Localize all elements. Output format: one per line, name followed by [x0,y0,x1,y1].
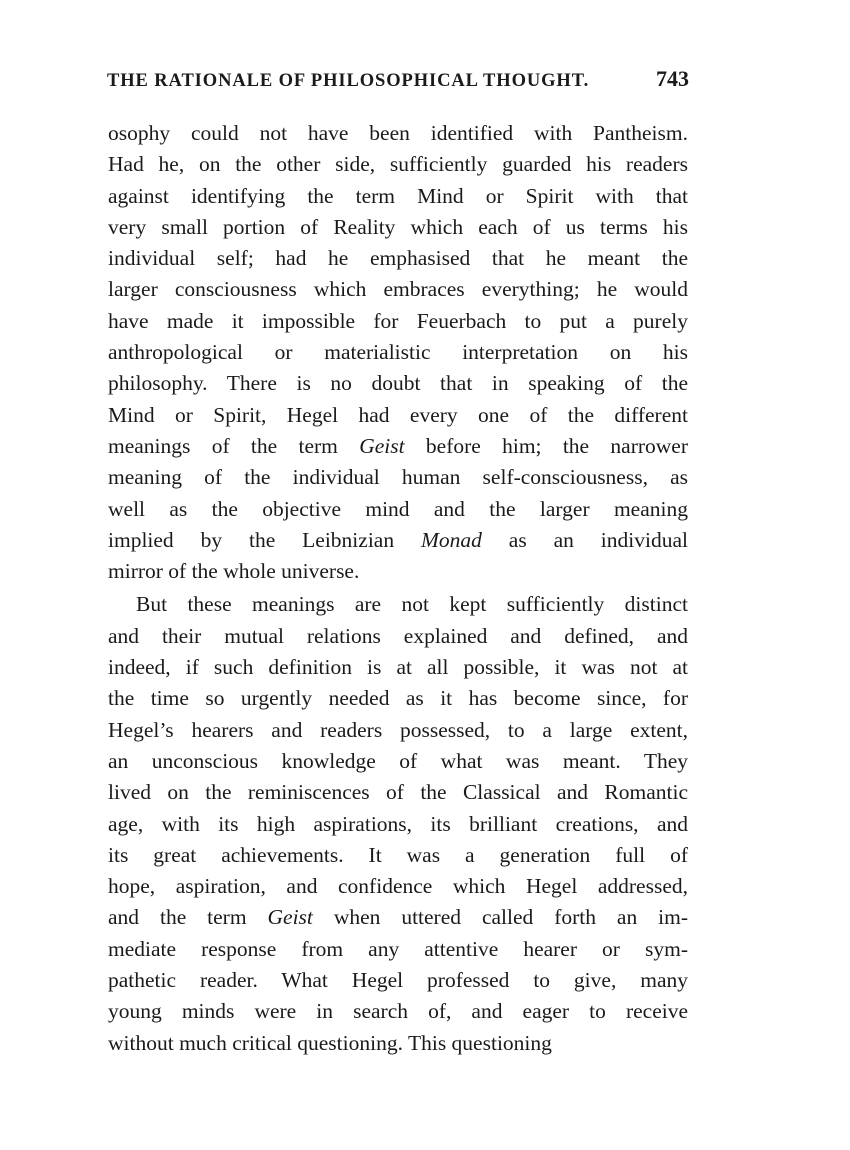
text-segment: against identifying the term Mind or Spirit with that [108,183,688,208]
text-line [108,212,688,243]
page-number: 743 [656,66,689,91]
text-line [108,809,688,840]
text-line [108,715,688,746]
italic-term: Monad [420,527,482,552]
text-line [108,871,688,902]
text-line [108,777,688,808]
text-segment: age, with its high aspirations, its brilliant creations, and [108,811,688,836]
text-segment: philosophy. There is no doubt that in speaking of the [108,371,688,396]
text-line [108,965,688,996]
text-line [108,556,688,587]
text-segment: Hegel’s hearers and readers possessed, to a large extent, [108,717,688,742]
text-line [108,118,688,149]
text-line [108,368,688,399]
text-segment: mirror of the whole universe. [108,559,360,584]
text-segment: osophy could not have been identified with Pantheism. [108,121,688,145]
text-line [108,652,688,683]
text-segment: before him; the narrower [404,433,688,458]
text-segment: individual self; had he emphasised that he meant the [108,246,688,271]
body-text [108,118,688,1059]
text-segment: implied by the Leibnizian [108,527,421,552]
text-segment: without much critical questioning. This questioning [108,1030,552,1055]
text-line [108,525,688,556]
italic-term: Geist [267,905,313,930]
text-segment: hope, aspiration, and confidence which Hegel addressed, [108,874,688,899]
paragraph [108,118,688,587]
text-segment: larger consciousness which embraces everything; he would [108,277,688,302]
text-segment: as an individual [481,527,688,552]
text-segment: very small portion of Reality which each of us terms his [108,214,688,239]
text-segment: But these meanings are not kept sufficiently distinct [136,592,688,617]
text-line [108,337,688,368]
text-segment: meaning of the individual human self-consciousness, as [108,465,688,490]
text-line [108,274,688,305]
text-line [108,589,688,620]
text-line [108,1028,688,1059]
text-line [108,996,688,1027]
text-segment: have made it impossible for Feuerbach to put a purely [108,308,688,333]
text-line [108,840,688,871]
text-segment: mediate response from any attentive hearer or sym- [108,936,688,961]
text-line [108,462,688,493]
text-line [108,306,688,337]
text-segment: Had he, on the other side, sufficiently guarded his readers [108,152,688,177]
text-line [108,243,688,274]
running-title: THE RATIONALE OF PHILOSOPHICAL THOUGHT. [107,71,590,91]
text-line [108,746,688,777]
text-segment: meanings of the term [108,433,360,458]
text-line [108,902,688,933]
text-line [108,934,688,965]
text-segment: its great achievements. It was a generation full of [108,842,688,867]
text-line [108,149,688,180]
text-segment: and their mutual relations explained and defined, and [108,623,688,648]
text-segment: when uttered called forth an im- [312,905,688,930]
text-line [108,400,688,431]
text-segment: anthropological or materialistic interpretation on his [108,340,688,365]
text-line [108,181,688,212]
italic-term: Geist [359,433,405,458]
text-line [108,621,688,652]
text-segment: young minds were in search of, and eager to receive [108,999,688,1024]
text-segment: pathetic reader. What Hegel professed to give, many [108,968,688,993]
text-segment: lived on the reminiscences of the Classical and Romantic [108,780,688,805]
text-segment: Mind or Spirit, Hegel had every one of the different [108,402,688,427]
paragraph [108,589,688,1058]
text-line [108,494,688,525]
text-line [108,683,688,714]
text-segment: the time so urgently needed as it has become since, for [108,686,688,711]
text-segment: and the term [108,905,268,930]
text-segment: well as the objective mind and the larger meaning [108,496,688,521]
text-segment: indeed, if such definition is at all possible, it was not at [108,655,688,680]
text-segment: an unconscious knowledge of what was meant. They [108,748,688,773]
running-header [107,66,689,96]
text-line [108,431,688,462]
